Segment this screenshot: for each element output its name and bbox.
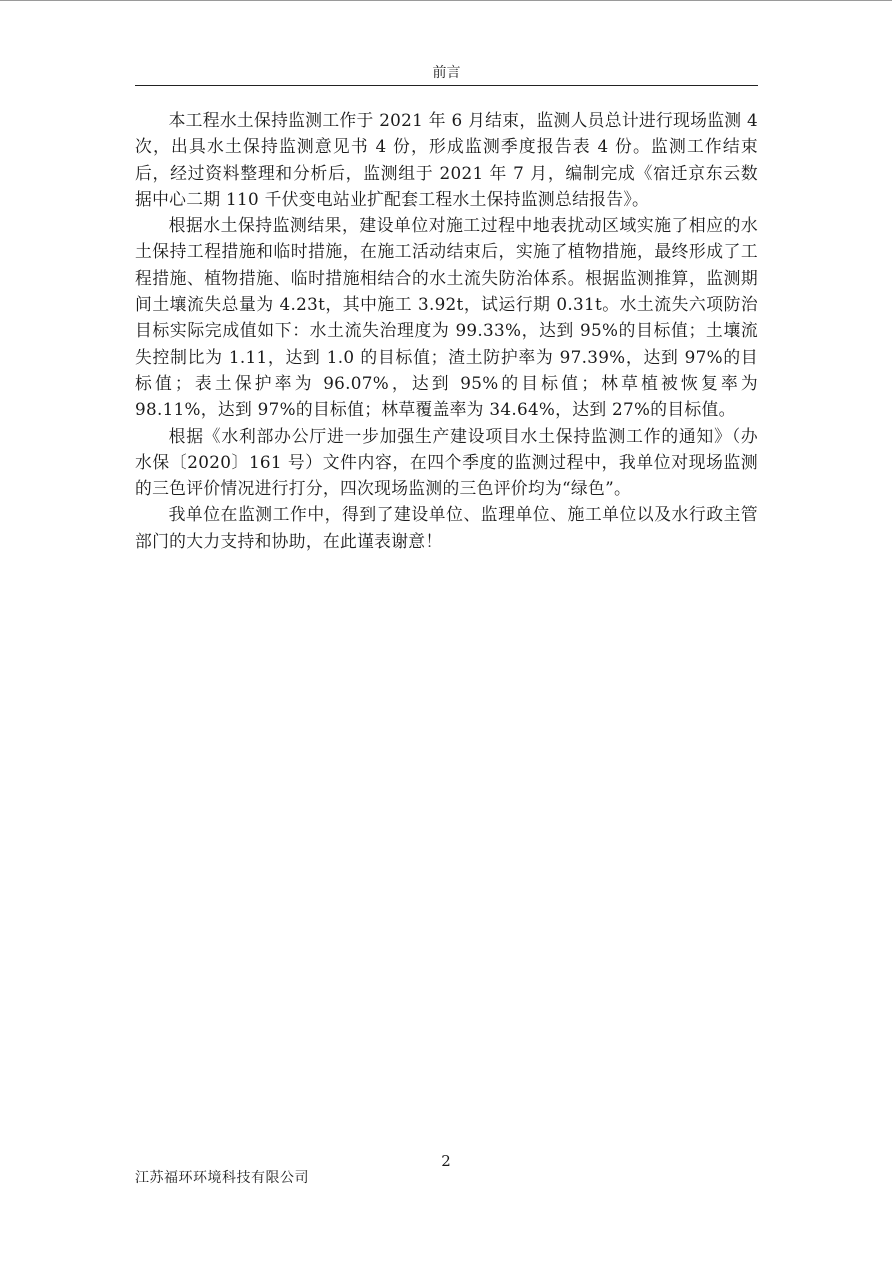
paragraph-monitoring-results: 根据水土保持监测结果，建设单位对施工过程中地表扰动区域实施了相应的水土保持工程措施和临时措施，在施工活动结束后，实施了植物措施，最终形成了工程措施、植物措施、临时措施相结合的水土流失防治体系。根据监测推算，监测期间土壤流失总量为 4.23t，其中施工 3.92t，试运行期 0.31t。水土流失六项防治目标实际完成值如下：水土流失治理度为 99.33%，达到 95%的目标值；土壤流失控制比为 1.11，达到 1.0 的目标值；渣土防护率为 97.39%，达到 97%的目标值；表土保护率为 96.07%，达到 95%的目标值；林草植被恢复率为 98.11%，达到 97%的目标值；林草覆盖率为 34.64%，达到 27%的目标值。 (135, 215, 758, 420)
paragraph-three-color-evaluation: 根据《水利部办公厅进一步加强生产建设项目水土保持监测工作的通知》（办水保〔2020〕161 号）文件内容，在四个季度的监测过程中，我单位对现场监测的三色评价情况进行打分，四次现场监测的三色评价均为“绿色”。 (135, 425, 758, 499)
page-top-border (0, 0, 892, 1)
paragraph-monitoring-summary: 本工程水土保持监测工作于 2021 年 6 月结束，监测人员总计进行现场监测 4 次，出具水土保持监测意见书 4 份，形成监测季度报告表 4 份。监测工作结束后，经过资料整理和分析后，监测组于 2021 年 7 月，编制完成《宿迁京东云数据中心二期 110 千伏变电站业扩配套工程水土保持监测总结报告》。 (135, 110, 758, 209)
paragraph-acknowledgement: 我单位在监测工作中，得到了建设单位、监理单位、施工单位以及水行政主管部门的大力支持和协助，在此谨表谢意！ (135, 504, 758, 551)
section-title: 前言 (432, 65, 461, 81)
company-name: 江苏福环环境科技有限公司 (135, 1170, 309, 1186)
page-header (135, 63, 758, 86)
page-number: 2 (441, 1152, 451, 1170)
document-body (135, 107, 758, 554)
